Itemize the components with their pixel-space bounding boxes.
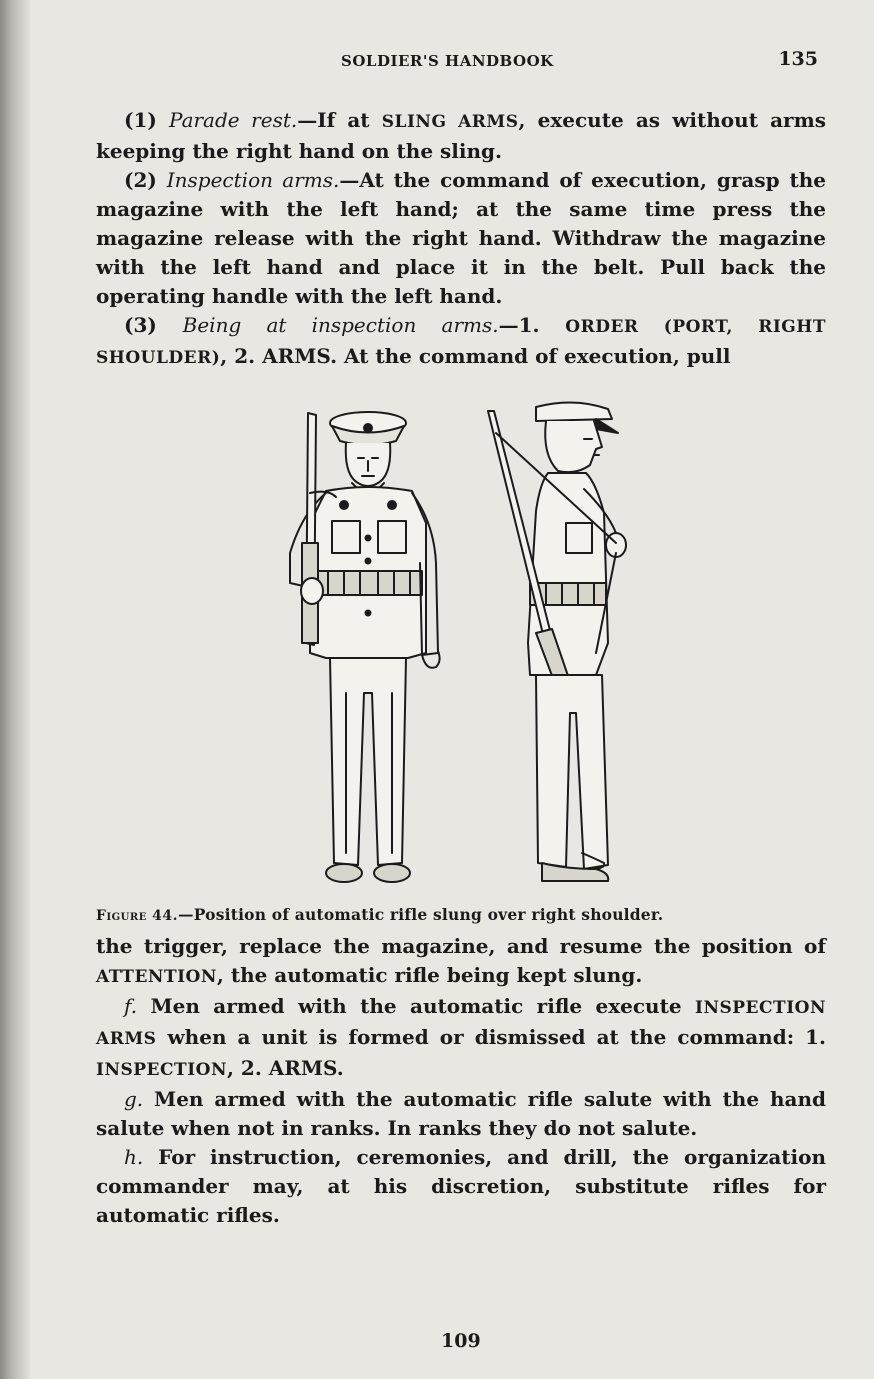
- command-text: INSPECTION ARMS: [96, 998, 826, 1049]
- page-number-bottom: 109: [441, 1330, 481, 1352]
- paragraph-continued: [96, 932, 826, 992]
- page-header: [96, 40, 826, 80]
- paragraph-parade-rest: [96, 106, 826, 166]
- soldier-front-figure: [290, 412, 440, 882]
- command-text: INSPECTION: [96, 1060, 227, 1080]
- command-text: ORDER (PORT, RIGHT SHOULDER): [96, 317, 827, 368]
- paragraph-text: , execute as without arms keeping the right hand on the sling.: [96, 108, 827, 163]
- paragraph-number: (2): [124, 168, 167, 192]
- paragraph-h: [96, 1143, 826, 1230]
- paragraph-inspection-arms: [96, 166, 826, 311]
- paragraph-f: [96, 992, 826, 1085]
- paragraph-title: Parade rest.: [169, 108, 298, 132]
- figure-illustration: [96, 393, 826, 893]
- command-text: SLING ARMS: [381, 112, 519, 132]
- figure-caption: [96, 905, 826, 924]
- paragraph-text: when a unit is formed or dismissed at the command: 1.: [156, 1025, 826, 1049]
- paragraph-title: Inspection arms.: [166, 168, 340, 192]
- paragraph-text: For instruction, ceremonies, and drill, the organization commander may, at his discretion, substitute rifles for automatic rifles.: [96, 1145, 826, 1227]
- figure-caption-text: —Position of automatic rifle slung over right shoulder.: [178, 905, 664, 924]
- paragraph-text: —If at: [297, 108, 382, 132]
- paragraph-text: Men armed with the automatic rifle execute: [137, 994, 695, 1018]
- paragraph-letter: h.: [124, 1145, 144, 1169]
- book-page: [96, 40, 826, 1360]
- paragraph-text: —1.: [498, 313, 566, 337]
- paragraph-g: [96, 1085, 826, 1143]
- paragraph-text: Men armed with the automatic rifle salute with the hand salute when not in ranks. In ranks they do not salute.: [96, 1087, 826, 1140]
- page-number-top: 135: [778, 48, 818, 70]
- book-binding-shadow: [0, 0, 30, 1379]
- paragraph-text: , the automatic rifle being kept slung.: [216, 963, 643, 987]
- command-text: ATTENTION: [96, 967, 217, 987]
- figure-label: Figure 44.: [96, 908, 179, 924]
- paragraph-text: , 2. ARMS.: [227, 1056, 344, 1080]
- figure-44: [96, 393, 826, 893]
- paragraph-title: Being at inspection arms.: [182, 313, 499, 337]
- paragraph-text: —At the command of execution, grasp the magazine with the left hand; at the same time press the magazine release with the right hand. Withdraw the magazine with the left hand and place it in the belt. Pull back the operating handle with the left hand.: [96, 168, 826, 308]
- paragraph-being-at-inspection-arms: [96, 311, 826, 373]
- paragraph-text: the trigger, replace the magazine, and resume the position of: [96, 934, 826, 958]
- running-head: SOLDIER'S HANDBOOK: [341, 52, 554, 70]
- paragraph-number: (1): [124, 108, 170, 132]
- soldier-side-figure: [488, 402, 626, 881]
- paragraph-text: , 2. ARMS. At the command of execution, pull: [220, 344, 731, 368]
- paragraph-letter: g.: [124, 1087, 144, 1111]
- paragraph-letter: f.: [124, 994, 138, 1018]
- paragraph-number: (3): [124, 313, 183, 337]
